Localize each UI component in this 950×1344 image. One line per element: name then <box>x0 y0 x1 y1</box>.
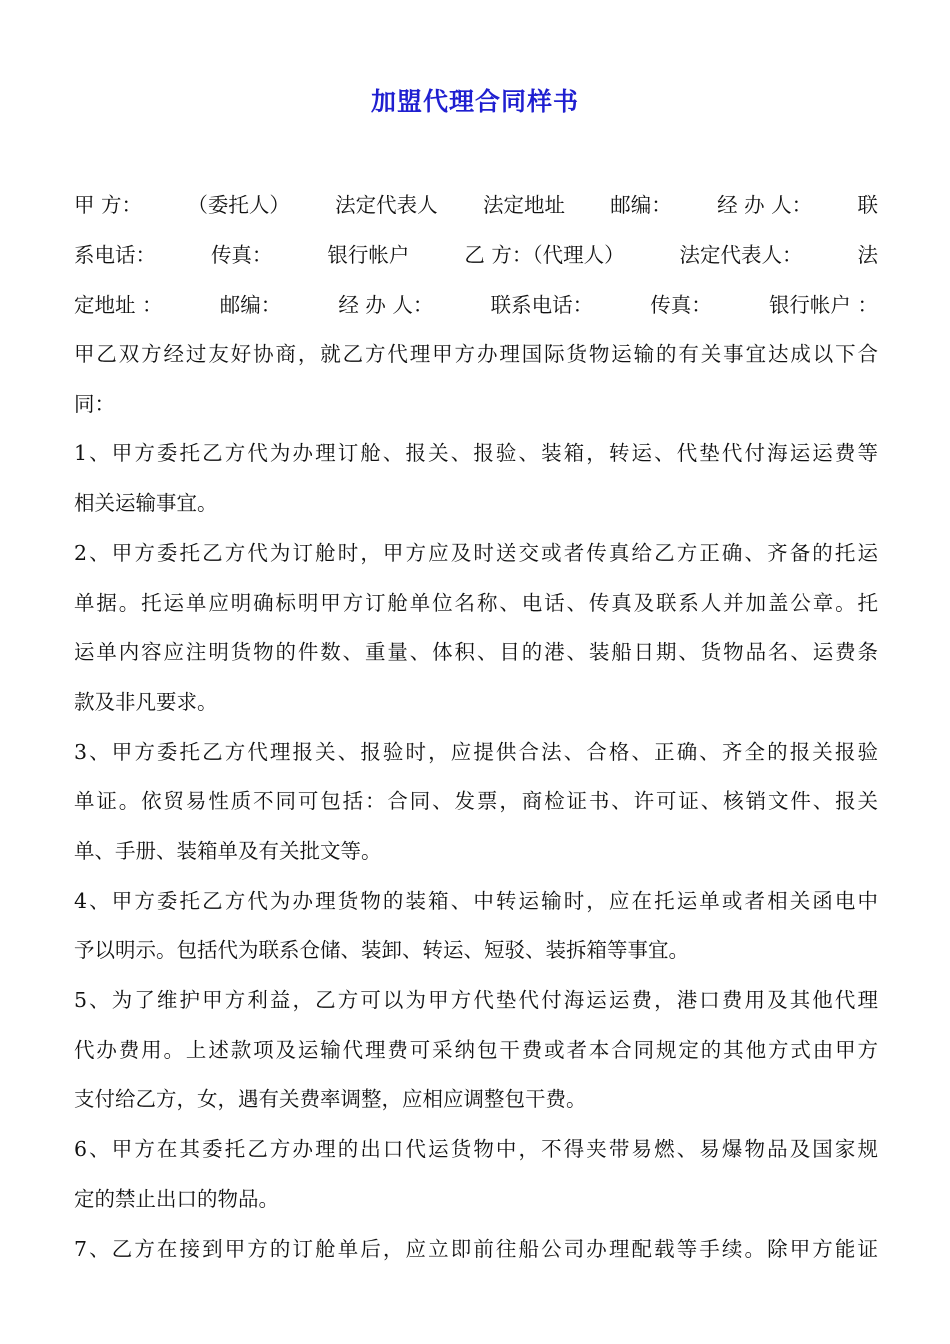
body-line: 相关运输事宜。 <box>74 491 218 515</box>
fax-label: 传真： <box>210 243 273 267</box>
contact-label-start: 联 <box>857 193 878 217</box>
phone-label-b: 联系电话： <box>490 293 594 317</box>
body-line: 单证。依贸易性质不同可包括：合同、发票，商检证书、许可证、核销文件、报关 <box>74 789 878 813</box>
phone-label: 系电话： <box>74 243 156 267</box>
body-line: 支付给乙方，女，遇有关费率调整，应相应调整包干费。 <box>74 1087 587 1111</box>
body-line: 予以明示。包括代为联系仓储、装卸、转运、短驳、装拆箱等事宜。 <box>74 938 689 962</box>
body-line: 单据。托运单应明确标明甲方订舱单位名称、电话、传真及联系人并加盖公章。托 <box>74 591 878 615</box>
body-line: 7、乙方在接到甲方的订舱单后，应立即前往船公司办理配载等手续。除甲方能证 <box>74 1237 878 1261</box>
body-line: 同： <box>74 392 115 416</box>
bank-account-label: 银行帐户 <box>327 243 410 267</box>
party-b-label: 乙 方：（代理人） <box>464 243 625 267</box>
body-line: 款及非凡要求。 <box>74 690 218 714</box>
legal-address-label-start: 法 <box>857 243 878 267</box>
fax-label-b: 传真： <box>650 293 712 317</box>
body-line: 运单内容应注明货物的件数、重量、体积、目的港、装船日期、货物品名、运费条 <box>74 640 878 664</box>
handler-label: 经 办 人： <box>717 193 813 217</box>
body-line: 单、手册、装箱单及有关批文等。 <box>74 839 382 863</box>
body-line: 2、甲方委托乙方代为订舱时，甲方应及时送交或者传真给乙方正确、齐备的托运 <box>74 541 878 565</box>
party-a-label: 甲 方： <box>74 193 143 217</box>
legal-address-label: 法定地址 <box>482 193 565 217</box>
body-line: 4、甲方委托乙方代为办理货物的装箱、中转运输时，应在托运单或者相关函电中 <box>74 889 878 913</box>
address-label-b: 定地址 ： <box>74 293 163 317</box>
header-line-3 <box>74 288 878 318</box>
bank-account-label-b: 银行帐户 ： <box>768 293 878 317</box>
body-line: 代办费用。上述款项及运输代理费可采纳包干费或者本合同规定的其他方式由甲方 <box>74 1038 878 1062</box>
body-line: 甲乙双方经过友好协商，就乙方代理甲方办理国际货物运输的有关事宜达成以下合 <box>74 342 878 366</box>
body-line: 5、为了维护甲方利益，乙方可以为甲方代垫代付海运运费，港口费用及其他代理 <box>74 988 878 1012</box>
header-line-1 <box>74 188 878 218</box>
body-line: 1、甲方委托乙方代为办理订舱、报关、报验、装箱，转运、代垫代付海运运费等 <box>74 441 878 465</box>
body-line: 3、甲方委托乙方代理报关、报验时，应提供合法、合格、正确、齐全的报关报验 <box>74 740 878 764</box>
postcode-label: 邮编： <box>610 193 672 217</box>
legal-rep-label-b: 法定代表人： <box>679 243 803 267</box>
body-line: 6、甲方在其委托乙方办理的出口代运货物中，不得夹带易燃、易爆物品及国家规 <box>74 1137 878 1161</box>
principal-label: （委托人） <box>187 193 290 217</box>
document-title: 加盟代理合同样书 <box>370 87 579 116</box>
header-line-2 <box>74 238 878 268</box>
body-line: 定的禁止出口的物品。 <box>74 1187 279 1211</box>
legal-rep-label: 法定代表人 <box>335 193 438 217</box>
handler-label-b: 经 办 人： <box>338 293 434 317</box>
postcode-label-b: 邮编： <box>219 293 282 317</box>
